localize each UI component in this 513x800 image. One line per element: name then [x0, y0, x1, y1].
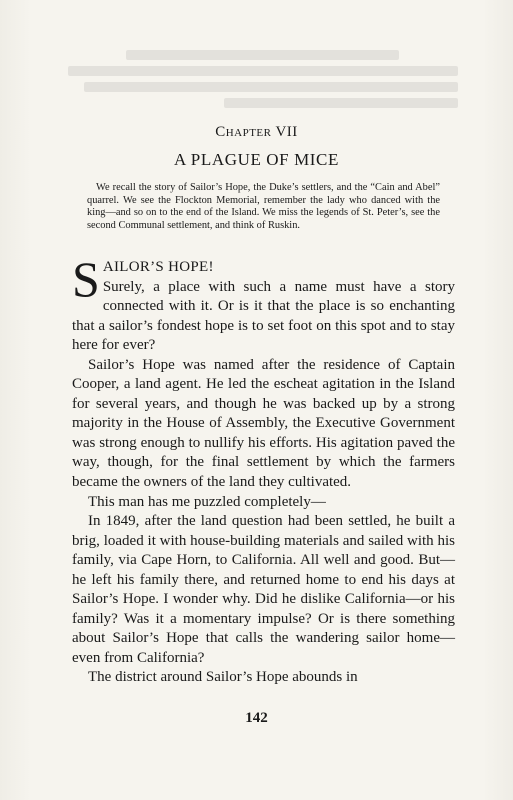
body-paragraph: The district around Sailor’s Hope abounds in: [88, 669, 358, 686]
chapter-synopsis: We recall the story of Sailor’s Hope, the Duke’s settlers, and the “Cain and Abel” quarrel. We see the Flockton Memorial, remember the lady who danced with the king—and so on to the end of the Island. We miss the legends of St. Peter’s, see the second Communal settlement, and think of Ruskin.: [87, 182, 440, 231]
body-paragraph: Sailor’s Hope was named after the residence of Captain Cooper, a land agent. He led the escheat agitation in the Island for several years, and though he was backed up by a strong majority in the House of Assembly, the Executive Government was strong enough to nullify his efforts. His agitation paved the way, though, for the final settlement by which the farmers became the owners of the land they cultivated.: [72, 356, 455, 491]
paragraph-text: Surely, a place with such a name must have a story connected with it. Or is it that the place is so enchanting that a sailor’s fondest hope is to set foot on this spot and to stay here for ever?: [72, 278, 455, 354]
opening-line: AILOR’S HOPE!: [102, 259, 214, 275]
body-paragraph: [72, 251, 455, 356]
page-number: 142: [245, 710, 268, 726]
chapter-number: Chapter VII: [215, 124, 298, 140]
chapter-body: [72, 251, 455, 688]
body-paragraph: This man has me puzzled completely—: [88, 493, 326, 510]
chapter-title: A PLAGUE OF MICE: [174, 150, 339, 169]
show-through-text: [68, 50, 458, 120]
body-paragraph: In 1849, after the land question had been settled, he built a brig, loaded it with house-building materials and sailed with his family, via Cape Horn, to California. All well and good. But—he left his family there, and returned home to end his days at Sailor’s Hope. I wonder why. Did he dislike California—or his family? Was it a momentary impulse? Or is there something about Sailor’s Hope that calls the wandering sailor home—even from California?: [72, 513, 455, 666]
drop-cap: S: [72, 251, 100, 307]
